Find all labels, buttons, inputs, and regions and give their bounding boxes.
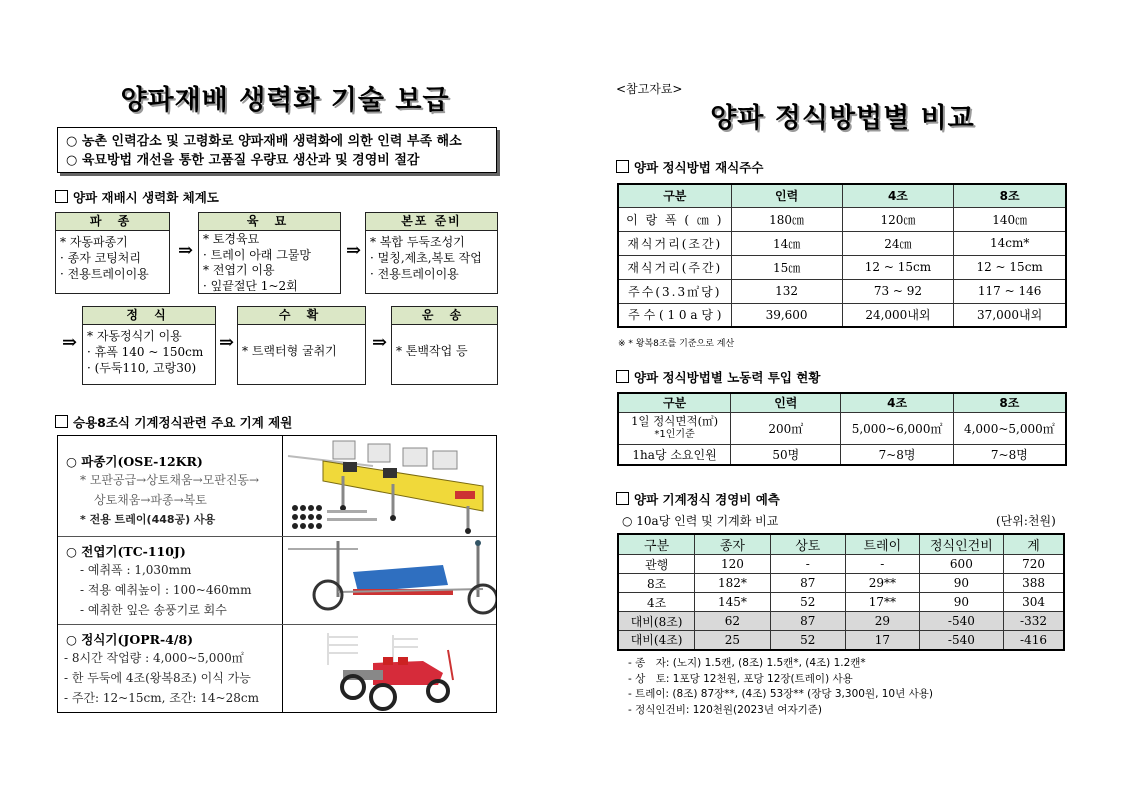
summary-box	[57, 127, 497, 173]
table-row: 이 랑 폭 ( ㎝ ) 180㎝ 120㎝ 140㎝	[618, 207, 1066, 231]
cost-forecast-table: 구분 종자 상토 트레이 정식인건비 계 관행 120 - - 600 720 8조 182* 87 29** 90 388 4조 145* 52 17** 90 304 대비(8조) 62 87 29 -540 -332 대비(4조) 25 52 17 -540 -416	[617, 533, 1065, 651]
flow-step-sowing: 파 종 * 자동파종기 · 종자 코팅처리 · 전용트레이이용	[55, 212, 170, 294]
flow-step-seedling: 육 묘 * 토경육묘 · 트레이 아래 그물망 * 전엽기 이용 · 잎끝절단 1~2회	[198, 212, 341, 294]
checkbox-square-icon	[616, 160, 629, 173]
footnote: - 종 자: (노지) 1.5캔, (8조) 1.5캔*, (4조) 1.2캔*	[628, 657, 866, 669]
flow-step-transplanting: 정 식 * 자동정식기 이용 · 휴폭 140 ~ 150cm · (두둑110, 고랑30)	[82, 306, 216, 385]
right-arrow-icon: ⇒	[62, 332, 78, 353]
cost-footnotes	[628, 656, 933, 718]
table-row: 1ha당 소요인원 50명 7~8명 7~8명	[618, 444, 1066, 465]
summary-line: ○ 농촌 인력감소 및 고령화로 양파재배 생력화에 의한 인력 부족 해소	[66, 134, 462, 149]
flow-step-harvest: 수 확 * 트랙터형 굴취기	[237, 306, 366, 385]
checkbox-square-icon	[55, 190, 68, 203]
planting-density-table: 구분 인력 4조 8조 이 랑 폭 ( ㎝ ) 180㎝ 120㎝ 140㎝ 재식거리(조간) 14㎝ 24㎝ 14cm* 재식거리(주간) 15㎝ 12 ~ 15cm 12 ~ 15cm 주수(3.3㎡당) 132 73 ~ 92 117 ~ 146 주 수 ( 1 0 a 당 ) 39,600 24,000내외 37,000내외	[617, 183, 1067, 328]
right-arrow-icon: ⇒	[372, 332, 388, 353]
right-arrow-icon: ⇒	[178, 240, 194, 261]
machine-row-leaf-cutter: ○ 전엽기(TC-110J) - 예취폭 : 1,030mm - 적용 예취높이 : 100~460mm - 예취한 잎은 송풍기로 회수	[58, 536, 496, 625]
table-row: 관행 120 - - 600 720	[618, 555, 1064, 574]
planting-density-heading: 양파 정식방법 재식주수	[616, 158, 763, 176]
unit-label: (단위:천원)	[996, 514, 1056, 528]
labor-input-table: 구분 인력 4조 8조 1일 정식면적(㎡) *1인기준 200㎡ 5,000~6,000㎡ 4,000~5,000㎡ 1ha당 소요인원 50명 7~8명 7~8명	[617, 392, 1067, 466]
cost-forecast-subheading: ○ 10a당 인력 및 기계화 비교	[622, 514, 779, 528]
transplanter-machine-image	[283, 625, 496, 713]
footnote: - 상 토: 1포당 12천원, 포당 12장(트레이) 사용	[628, 672, 853, 685]
footnote: - 정식인건비: 120천원(2023년 여자기준)	[628, 703, 823, 716]
flow-step-title: 본포 준비	[366, 213, 497, 231]
summary-line: ○ 육묘방법 개선을 통한 고품질 우량묘 생산과 및 경영비 절감	[66, 153, 420, 168]
table-row: 재식거리(주간) 15㎝ 12 ~ 15cm 12 ~ 15cm	[618, 255, 1066, 279]
leaf-cutter-machine-image	[283, 537, 496, 625]
right-arrow-icon: ⇒	[346, 240, 362, 261]
right-page-title: 양파 정식방법별 비교	[710, 103, 975, 134]
planting-density-note: ※ * 왕복8조를 기준으로 계산	[618, 339, 735, 349]
table-row: 대비(4조) 25 52 17 -540 -416	[618, 631, 1064, 650]
seeder-machine-image	[283, 436, 496, 536]
reference-label: <참고자료>	[616, 82, 683, 96]
flow-step-title: 운 송	[392, 307, 497, 325]
table-row: 8조 182* 87 29** 90 388	[618, 574, 1064, 593]
table-row: 1일 정식면적(㎡) *1인기준 200㎡ 5,000~6,000㎡ 4,000~5,000㎡	[618, 412, 1066, 444]
cost-forecast-heading: 양파 기계정식 경영비 예측	[616, 490, 780, 508]
right-arrow-icon: ⇒	[219, 332, 235, 353]
checkbox-square-icon	[616, 370, 629, 383]
checkbox-square-icon	[55, 415, 68, 428]
left-page-title: 양파재배 생력화 기술 보급	[120, 85, 450, 116]
flow-step-title: 파 종	[56, 213, 169, 231]
system-section-heading: 양파 재배시 생력화 체계도	[55, 188, 219, 206]
machine-row-transplanter: ○ 정식기(JOPR-4/8) - 8시간 작업량 : 4,000~5,000㎡ - 한 두둑에 4조(왕복8조) 이식 가능 - 주간: 12~15cm, 조간: 14~28cm	[58, 624, 496, 713]
flow-step-field-prep: 본포 준비 * 복합 두둑조성기 · 멀칭,제초,복토 작업 · 전용트레이이용	[365, 212, 498, 294]
machine-section-heading: 승용8조식 기계정식관련 주요 기계 제원	[55, 413, 292, 431]
labor-input-heading: 양파 정식방법별 노동력 투입 현황	[616, 368, 820, 386]
flow-step-title: 육 묘	[199, 213, 340, 231]
flow-step-title: 정 식	[83, 307, 215, 325]
table-row: 재식거리(조간) 14㎝ 24㎝ 14cm*	[618, 231, 1066, 255]
flow-step-transport: 운 송 * 톤백작업 등	[391, 306, 498, 385]
flow-step-title: 수 확	[238, 307, 365, 325]
table-row: 4조 145* 52 17** 90 304	[618, 593, 1064, 612]
machine-row-seeder: ○ 파종기(OSE-12KR) * 모판공급→상토채움→모판진동→ 상토채움→파종→복토 * 전용 트레이(448공) 사용	[58, 436, 496, 536]
table-row: 주 수 ( 1 0 a 당 ) 39,600 24,000내외 37,000내외	[618, 303, 1066, 327]
machine-spec-table	[57, 435, 497, 713]
footnote: - 트레이: (8조) 87장**, (4조) 53장** (장당 3,300원, 10년 사용)	[628, 688, 933, 700]
table-row: 대비(8조) 62 87 29 -540 -332	[618, 612, 1064, 631]
checkbox-square-icon	[616, 492, 629, 505]
table-row: 주수(3.3㎡당) 132 73 ~ 92 117 ~ 146	[618, 279, 1066, 303]
